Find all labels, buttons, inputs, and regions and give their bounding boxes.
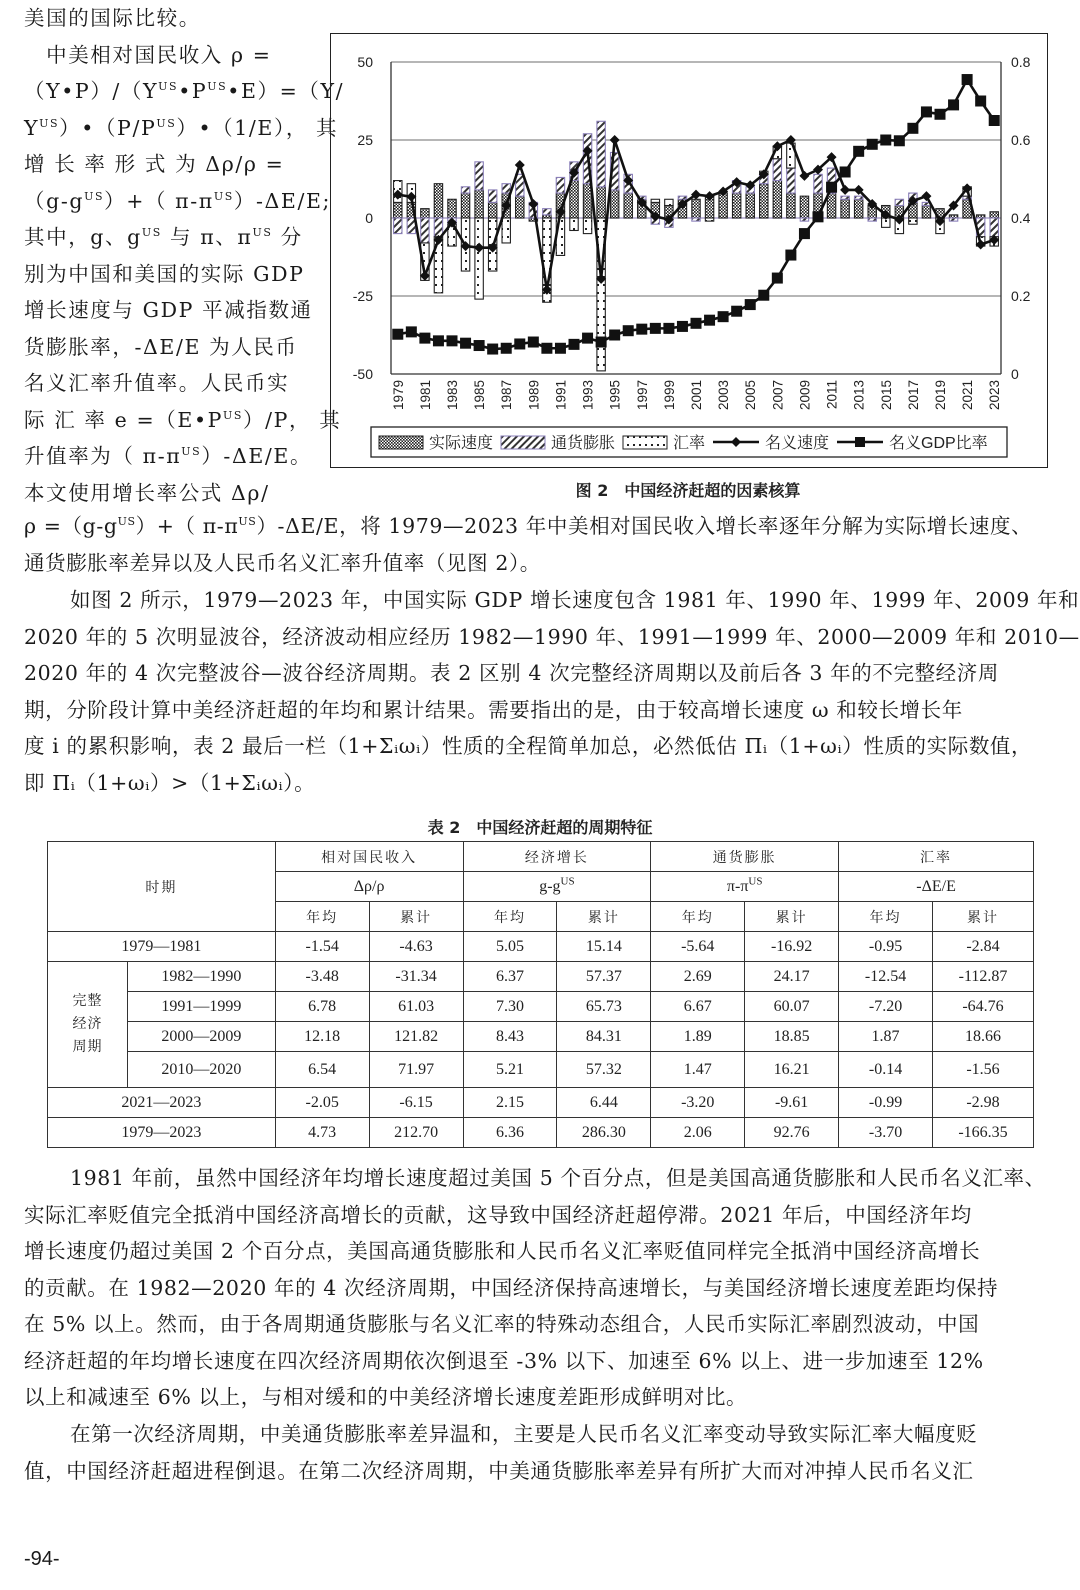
sub-header: 年均: [651, 902, 745, 932]
table-row: [48, 992, 1034, 1022]
value-cell: -2.98: [933, 1088, 1034, 1118]
text-line: 即 Πᵢ（1+ωᵢ）>（1+Σᵢωᵢ）。: [24, 770, 316, 795]
svg-text:2017: 2017: [905, 380, 921, 411]
text-line: 升值率为（ $\pi-\pi^{US})-\Delta E/E$。: [24, 444, 313, 468]
complete-cycle-label: 完整经济周期: [48, 962, 128, 1088]
period-cell: 2010—2020: [127, 1052, 275, 1088]
value-cell: 18.66: [933, 1022, 1034, 1052]
text-line: 2020 年的 5 次明显波谷，经济波动相应经历 1982—1990 年、1991—1999 年、2000—2009 年和 2010—: [24, 624, 1080, 649]
period-cell: 2000—2009: [127, 1022, 275, 1052]
formula-header: $g-g^{US}$: [463, 872, 651, 902]
value-cell: 24.17: [745, 962, 839, 992]
table-row: [48, 962, 1034, 992]
value-cell: -1.54: [275, 932, 369, 962]
svg-text:2013: 2013: [851, 380, 867, 411]
value-cell: -3.48: [275, 962, 369, 992]
value-cell: 92.76: [745, 1118, 839, 1148]
text-line: 增长速度与 GDP 平减指数通: [24, 298, 313, 322]
text-line: 的贡献。在 1982—2020 年的 4 次经济周期，中国经济保持高速增长，与美国经济增长速度差距均保持: [24, 1275, 999, 1300]
chart-legend: [371, 427, 1007, 457]
table-title: 表 2 中国经济赶超的周期特征: [427, 818, 653, 837]
svg-text:-50: -50: [352, 366, 373, 382]
text-line: 在第一次经济周期，中美通货膨胀率差异温和，主要是人民币名义汇率变动导致实际汇率大幅度贬: [70, 1422, 978, 1446]
value-cell: 2.06: [651, 1118, 745, 1148]
value-cell: 2.69: [651, 962, 745, 992]
value-cell: 71.97: [369, 1052, 463, 1088]
factor-decomposition-chart: [331, 34, 1047, 467]
value-cell: 1.89: [651, 1022, 745, 1052]
value-cell: 6.36: [463, 1118, 557, 1148]
value-cell: 5.21: [463, 1052, 557, 1088]
svg-text:2021: 2021: [960, 380, 976, 411]
value-cell: 8.43: [463, 1022, 557, 1052]
svg-text:1987: 1987: [499, 380, 515, 411]
svg-text:50: 50: [357, 54, 373, 70]
svg-text:2015: 2015: [878, 380, 894, 411]
text-line: $(Y•P)/(Y^{US}•P^{US}•E)=(Y/$: [24, 79, 345, 103]
figure-caption: 图 2 中国经济赶超的因素核算: [575, 481, 801, 500]
value-cell: -112.87: [933, 962, 1034, 992]
svg-text:1995: 1995: [607, 380, 623, 411]
text-line: 中美相对国民收入 ρ =: [24, 42, 272, 67]
value-cell: 6.44: [557, 1088, 651, 1118]
value-cell: -31.34: [369, 962, 463, 992]
svg-text:0.4: 0.4: [1011, 210, 1031, 226]
group-header: 经济增长: [463, 842, 651, 872]
stacked-bars: [394, 121, 999, 371]
value-cell: 2.15: [463, 1088, 557, 1118]
sub-header: 累计: [933, 902, 1034, 932]
period-cell: 1982—1990: [127, 962, 275, 992]
sub-header: 年均: [839, 902, 933, 932]
paragraph-continuation: [24, 508, 1054, 581]
sub-header: 累计: [745, 902, 839, 932]
value-cell: -0.14: [839, 1052, 933, 1088]
value-cell: 15.14: [557, 932, 651, 962]
svg-text:2005: 2005: [743, 380, 759, 411]
text-line: 实际汇率贬值完全抵消中国经济高增长的贡献，这导致中国经济赶超停滞。2021 年后，中国经济年均: [24, 1202, 972, 1227]
svg-text:2007: 2007: [770, 380, 786, 411]
paragraph-4: [24, 1416, 1054, 1489]
sub-header: 年均: [275, 902, 369, 932]
svg-text:2023: 2023: [987, 380, 1003, 411]
text-line: 度 i 的累积影响，表 2 最后一栏（1+Σᵢωᵢ）性质的全程简单加总，必然低估 Πᵢ（1+ωᵢ）性质的实际数值，: [24, 734, 1033, 758]
text-line: 以上和减速至 6% 以上，与相对缓和的中美经济增长速度差距形成鲜明对比。: [24, 1385, 748, 1409]
text-line: 在 5% 以上。然而，由于各周期通货膨胀与名义汇率的特殊动态组合，人民币实际汇率剧烈波动，中国: [24, 1312, 980, 1336]
value-cell: 18.85: [745, 1022, 839, 1052]
paragraph-3: [24, 1160, 1054, 1416]
value-cell: 286.30: [557, 1118, 651, 1148]
value-cell: -64.76: [933, 992, 1034, 1022]
value-cell: 6.78: [275, 992, 369, 1022]
value-cell: 84.31: [557, 1022, 651, 1052]
svg-text:2001: 2001: [689, 380, 704, 411]
value-cell: -9.61: [745, 1088, 839, 1118]
svg-text:名义速度: 名义速度: [765, 435, 830, 452]
value-cell: 121.82: [369, 1022, 463, 1052]
text-line: 货膨胀率，-ΔE/E 为人民币: [24, 334, 298, 359]
text-line: 期，分阶段计算中美经济赶超的年均和累计结果。需要指出的是，由于较高增长速度 ω 和较长增长年: [24, 697, 963, 722]
svg-text:1991: 1991: [553, 380, 569, 411]
value-cell: -2.05: [275, 1088, 369, 1118]
formula-header: Δρ/ρ: [275, 872, 463, 902]
table-row: [48, 932, 1034, 962]
cycle-table: [47, 841, 1034, 1148]
text-line: $Y^{US})•(P/P^{US})•(1/E)$， 其: [24, 115, 339, 140]
svg-text:2003: 2003: [716, 380, 732, 411]
period-cell: 1991—1999: [127, 992, 275, 1022]
value-cell: -1.56: [933, 1052, 1034, 1088]
svg-text:名义GDP比率: 名义GDP比率: [889, 435, 988, 452]
sub-header: 累计: [557, 902, 651, 932]
table-row: [48, 1022, 1034, 1052]
group-header: 通货膨胀: [651, 842, 839, 872]
value-cell: -2.84: [933, 932, 1034, 962]
svg-text:1979: 1979: [390, 380, 406, 411]
text-line: 值，中国经济赶超进程倒退。在第二次经济周期，中美通货膨胀率差异有所扩大而对冲掉人民币名义汇: [24, 1458, 974, 1483]
value-cell: -3.70: [839, 1118, 933, 1148]
table-row: [48, 1118, 1034, 1148]
svg-text:2011: 2011: [824, 380, 840, 410]
svg-text:1985: 1985: [472, 380, 488, 411]
value-cell: 7.30: [463, 992, 557, 1022]
svg-text:1983: 1983: [445, 380, 460, 411]
group-header: 汇率: [839, 842, 1034, 872]
text-line: $(g-g^{US})+$（ $\pi-\pi^{US})-\Delta E/E$;: [24, 188, 332, 213]
value-cell: -0.95: [839, 932, 933, 962]
svg-text:通货膨胀: 通货膨胀: [551, 435, 616, 452]
value-cell: 57.32: [557, 1052, 651, 1088]
text-line: 通货膨胀率差异以及人民币名义汇率升值率（见图 2）。: [24, 550, 541, 575]
text-line: 如图 2 所示，1979—2023 年，中国实际 GDP 增长速度包含 1981 年、1990 年、1999 年、2009 年和: [70, 588, 1080, 612]
value-cell: 12.18: [275, 1022, 369, 1052]
text-line: 1981 年前，虽然中国经济年均增长速度超过美国 5 个百分点，但是美国高通货膨胀和人民币名义汇率、: [70, 1166, 1046, 1190]
formula-header: -ΔE/E: [839, 872, 1034, 902]
value-cell: -7.20: [839, 992, 933, 1022]
text-line: 增 长 率 形 式 为 Δρ/ρ =: [24, 152, 285, 176]
value-cell: 6.67: [651, 992, 745, 1022]
value-cell: 1.87: [839, 1022, 933, 1052]
value-cell: 4.73: [275, 1118, 369, 1148]
period-cell: 2021—2023: [48, 1088, 276, 1118]
text-line: 别为中国和美国的实际 GDP: [24, 261, 305, 286]
text-line: 本文使用增长率公式 Δρ/: [24, 480, 270, 505]
value-cell: -5.64: [651, 932, 745, 962]
table-row: [48, 1088, 1034, 1118]
value-cell: 6.54: [275, 1052, 369, 1088]
value-cell: 57.37: [557, 962, 651, 992]
figure-2: [330, 33, 1048, 468]
formula-header: $\pi-\pi^{US}$: [651, 872, 839, 902]
value-cell: -166.35: [933, 1118, 1034, 1148]
text-line: 2020 年的 4 次完整波谷—波谷经济周期。表 2 区别 4 次完整经济周期以及前后各 3 年的不完整经济周: [24, 661, 999, 685]
svg-text:2009: 2009: [797, 380, 813, 411]
period-cell: 1979—1981: [48, 932, 276, 962]
value-cell: 212.70: [369, 1118, 463, 1148]
value-cell: -16.92: [745, 932, 839, 962]
svg-text:0.2: 0.2: [1011, 288, 1031, 304]
svg-text:0: 0: [365, 210, 373, 226]
value-cell: -12.54: [839, 962, 933, 992]
value-cell: -3.20: [651, 1088, 745, 1118]
left-column-text: [24, 0, 345, 511]
sub-header: 累计: [369, 902, 463, 932]
svg-text:1993: 1993: [580, 380, 596, 411]
period-cell: 1979—2023: [48, 1118, 276, 1148]
svg-text:实际速度: 实际速度: [429, 435, 494, 452]
value-cell: 16.21: [745, 1052, 839, 1088]
text-line: 经济赶超的年均增长速度在四次经济周期依次倒退至 -3% 以下、加速至 6% 以上、进一步加速至 12%: [24, 1348, 984, 1373]
svg-text:0: 0: [1011, 366, 1019, 382]
period-header: 时期: [48, 842, 276, 932]
text-line: 增长速度仍超过美国 2 个百分点，美国高通货膨胀和人民币名义汇率贬值同样完全抵消中国经济高增长: [24, 1239, 981, 1263]
value-cell: 6.37: [463, 962, 557, 992]
svg-text:2019: 2019: [933, 380, 948, 411]
text-line: $\rho =(g-g^{US})+$（ $\pi-\pi^{US})-\Delta E/E$，将 1979—2023 年中美相对国民收入增长率逐年分解为实际增长速度、: [24, 514, 1033, 538]
value-cell: 1.47: [651, 1052, 745, 1088]
svg-text:25: 25: [357, 132, 373, 148]
sub-header: 年均: [463, 902, 557, 932]
text-line: 其中，g、$g^{US}$ 与 π、$\pi^{US}$ 分: [24, 225, 303, 249]
value-cell: -6.15: [369, 1088, 463, 1118]
svg-text:汇率: 汇率: [673, 435, 706, 452]
page-number: -94-: [24, 1548, 60, 1570]
group-header: 相对国民收入: [275, 842, 463, 872]
svg-text:-25: -25: [352, 288, 373, 304]
value-cell: 5.05: [463, 932, 557, 962]
table-row: [48, 1052, 1034, 1088]
svg-text:1997: 1997: [634, 380, 650, 411]
svg-text:1989: 1989: [526, 380, 542, 411]
text-line: 际 汇 率 $e =(E•P^{US})/P$， 其: [24, 407, 342, 432]
svg-text:0.6: 0.6: [1011, 132, 1031, 148]
value-cell: -0.99: [839, 1088, 933, 1118]
paragraph-2: [24, 582, 1080, 801]
value-cell: 60.07: [745, 992, 839, 1022]
value-cell: 61.03: [369, 992, 463, 1022]
svg-text:0.8: 0.8: [1011, 54, 1031, 70]
value-cell: 65.73: [557, 992, 651, 1022]
text-line: 名义汇率升值率。人民币实: [24, 371, 290, 395]
value-cell: -4.63: [369, 932, 463, 962]
text-line: 美国的国际比较。: [24, 6, 201, 30]
svg-text:1999: 1999: [661, 380, 677, 411]
svg-text:1981: 1981: [417, 380, 433, 411]
